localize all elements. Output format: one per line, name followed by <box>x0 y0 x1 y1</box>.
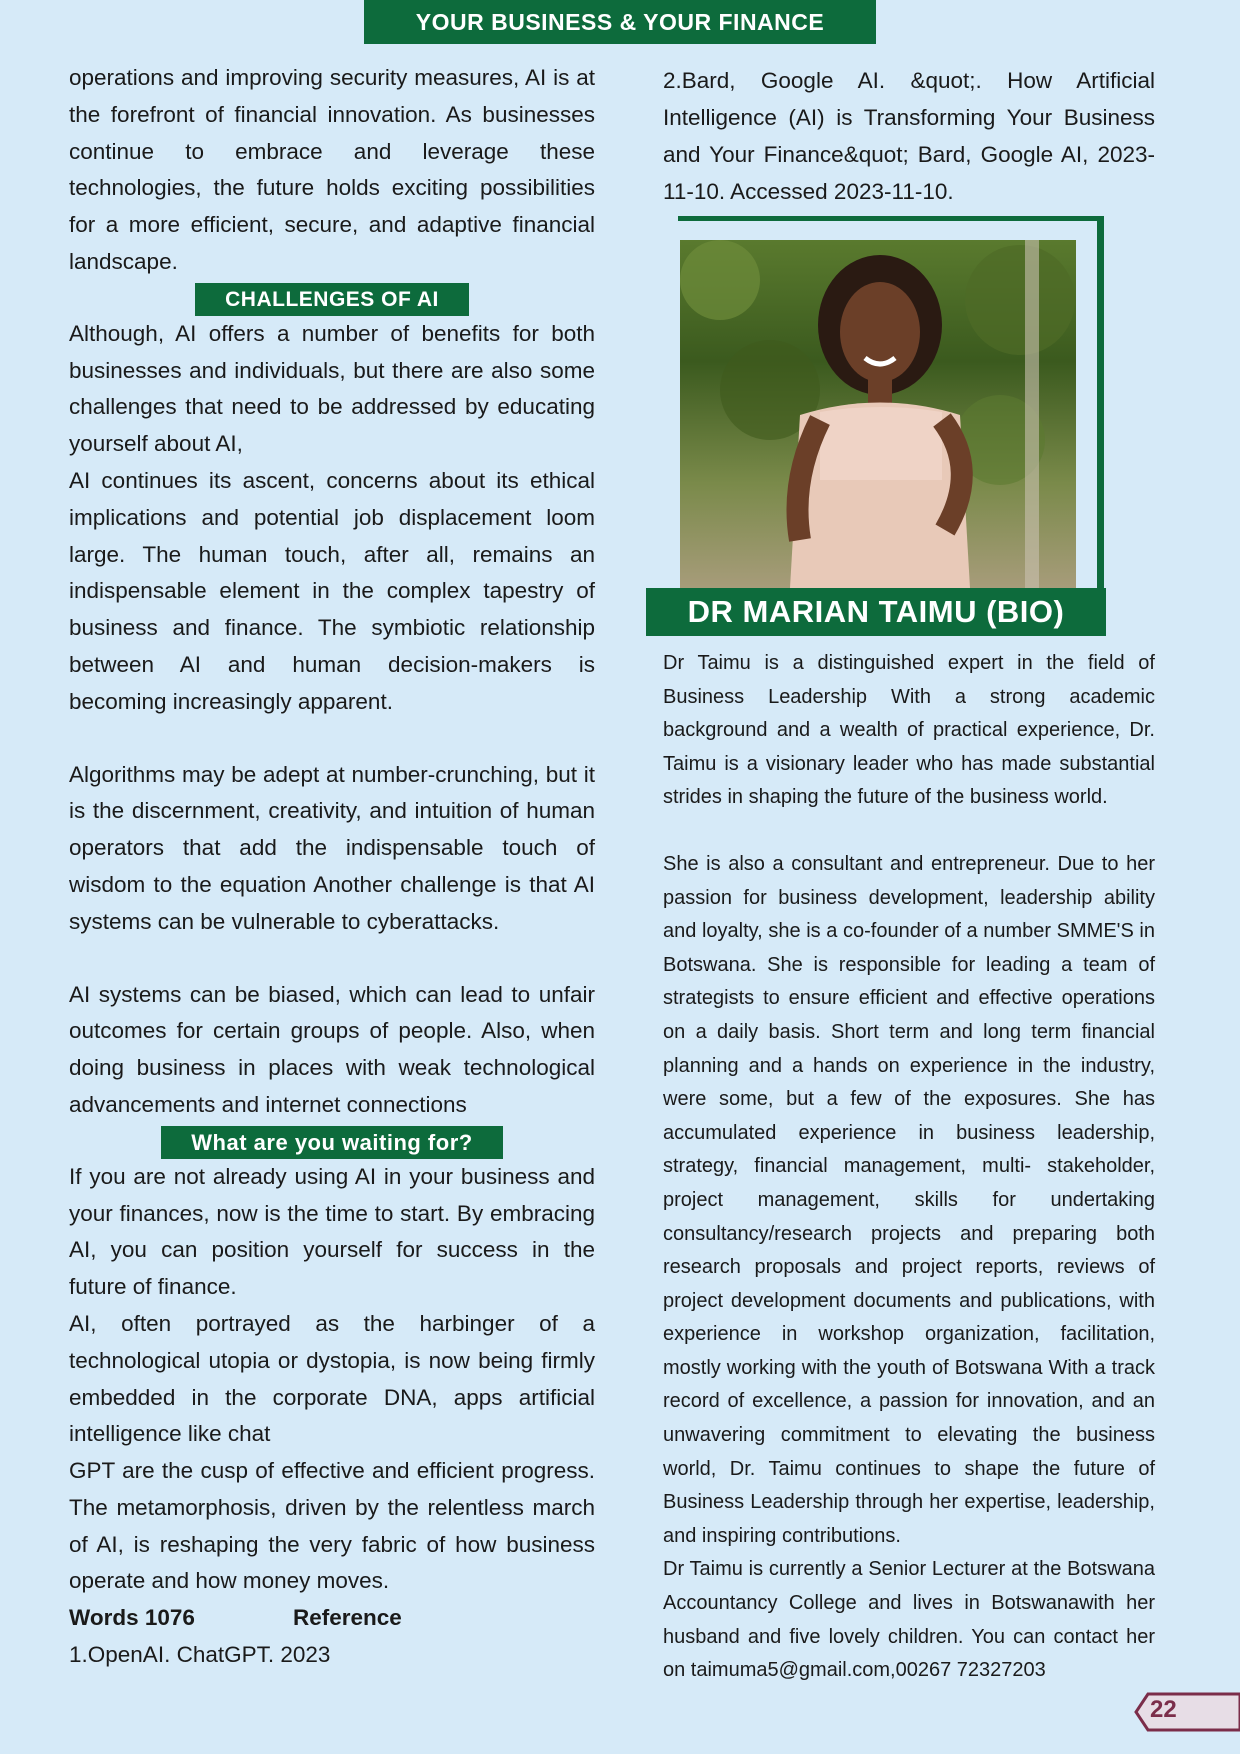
paragraph-gap <box>69 721 595 757</box>
challenges-paragraph-1: Although, AI offers a number of benefits for both businesses and individuals, but there are also some challenges that need to be addressed by educating yourself about AI, <box>69 320 595 457</box>
challenges-heading: CHALLENGES OF AI <box>195 283 469 316</box>
waiting-paragraph-2: AI, often portrayed as the harbinger of a technological utopia or dystopia, is now being firmly embedded in the corporate DNA, apps artificial intelligence like chat <box>69 1310 595 1447</box>
bio-title-text: DR MARIAN TAIMU (BIO) <box>687 594 1065 629</box>
challenges-paragraph-4: AI systems can be biased, which can lead to unfair outcomes for certain groups of people. Also, when doing business in places with weak technological advancements and internet connections <box>69 981 595 1117</box>
page-number: 22 <box>1150 1696 1177 1723</box>
waiting-paragraph-3: GPT are the cusp of effective and efficient progress. The metamorphosis, driven by the relentless march of AI, is reshaping the very fabric of how business operate and how money moves. <box>69 1458 595 1594</box>
bio-paragraph-1: Dr Taimu is a distinguished expert in the field of Business Leadership With a strong academic background and a wealth of practical experience, Dr. Taimu is a visionary leader who has made substantial strides in shaping the future of the business world. <box>663 652 1155 809</box>
intro-paragraph: operations and improving security measures, AI is at the forefront of financial innovation. As businesses continue to embrace and leverage these technologies, the future holds exciting possibilities for a more efficient, secure, and adaptive financial landscape. <box>69 65 595 274</box>
challenges-paragraph-3: Algorithms may be adept at number-crunching, but it is the discernment, creativity, and intuition of human operators that add the indispensable touch of wisdom to the equation Another challenge is that AI systems can be vulnerable to cyberattacks. <box>69 761 595 934</box>
frame-top-border <box>678 216 1104 221</box>
word-count: Words 1076 <box>69 1605 195 1631</box>
bio-title <box>646 588 1106 636</box>
bio-paragraph-2: She is also a consultant and entrepreneur. Due to her passion for business development, leadership ability and loyalty, she is a co-founder of a number SMME'S in Botswana. She is responsible for leading a team of strategists to ensure efficient and effective operations on a daily basis. Short term and long term financial planning and a hands on experience in the industry, were some, but a few of the exposures. She has accumulated experience in business leadership, strategy, financial management, multi- stakeholder, project management, skills for undertaking consultancy/research projects and preparing both research proposals and project reports, reviews of project development documents and publications, with experience in workshop organization, facilitation, mostly working with the youth of Botswana With a track record of excellence, a passion for innovation, and an unwavering commitment to elevating the business world, Dr. Taimu continues to shape the future of Business Leadership through her expertise, leadership, and inspiring contributions. <box>663 852 1155 1547</box>
bio-text <box>663 647 1155 1688</box>
portrait-photo <box>680 240 1076 588</box>
words-reference-line <box>69 1600 595 1637</box>
waiting-paragraph-1: If you are not already using AI in your business and your finances, now is the time to start. By embracing AI, you can position yourself for success in the future of finance. <box>69 1163 595 1300</box>
waiting-heading: What are you waiting for? <box>161 1126 502 1159</box>
bio-paragraph-3: Dr Taimu is currently a Senior Lecturer at the Botswana Accountancy College and lives in Botswanawith her husband and five lovely children. You can contact her on taimuma5@gmail.com,00267 72327203 <box>663 1558 1155 1682</box>
challenges-paragraph-2: AI continues its ascent, concerns about its ethical implications and potential job displacement loom large. The human touch, after all, remains an indispensable element in the complex tapestry of business and finance. The symbiotic relationship between AI and human decision-makers is becoming increasingly apparent. <box>69 467 595 714</box>
reference-2: 2.Bard, Google AI. &quot;. How Artificial Intelligence (AI) is Transforming Your Business and Your Finance&quot; Bard, Google AI, 2023-11-10. Accessed 2023-11-10. <box>663 68 1155 204</box>
paragraph-gap <box>663 815 1155 848</box>
paragraph-gap <box>69 941 595 977</box>
portrait-illustration <box>680 240 1076 588</box>
right-column-reference <box>663 62 1155 210</box>
reference-1: 1.OpenAI. ChatGPT. 2023 <box>69 1642 331 1668</box>
left-column <box>69 60 595 1674</box>
reference-label: Reference <box>293 1605 402 1631</box>
section-header <box>364 0 876 44</box>
frame-right-border <box>1097 216 1104 588</box>
section-header-title: YOUR BUSINESS & YOUR FINANCE <box>415 8 825 35</box>
